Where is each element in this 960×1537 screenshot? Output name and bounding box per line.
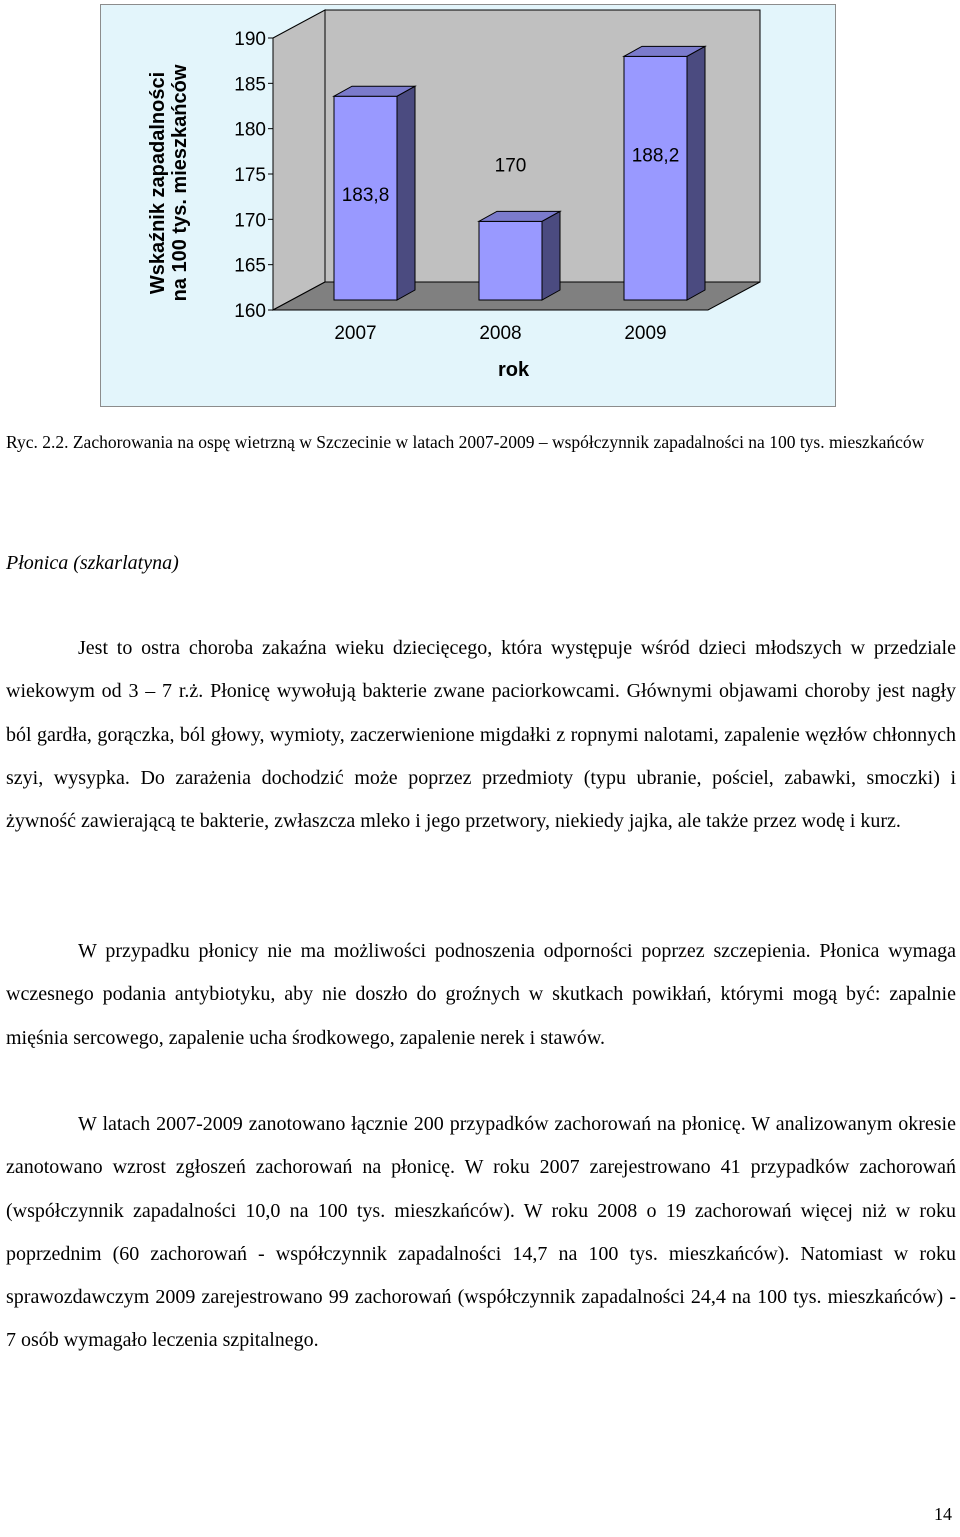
section-heading: Płonica (szkarlatyna) xyxy=(6,552,179,574)
y-axis-label-line2: na 100 tys. mieszkańców xyxy=(169,64,191,302)
paragraph-3: W latach 2007-2009 zanotowano łącznie 200 przypadków zachorowań na płonicę. W analizowanym okresie zanotowano wzrost zgłoszeń zachorowań na płonicę. W roku 2007 zarejestrowano 41 przypadków zachorowań (współczynnik zapadalności 10,0 na 100 tys. mieszkańców). W roku 2008 o 19 zachorowań więcej niż w roku poprzednim (60 zachorowań - współczynnik zapadalności 14,7 na 100 tys. mieszkańców). Natomiast w roku sprawozdawczym 2009 zarejestrowano 99 zachorowań (współczynnik zapadalności 24,4 na 100 tys. mieszkańców) - 7 osób wymagało leczenia szpitalnego. xyxy=(6,1113,956,1352)
y-axis-label xyxy=(144,60,194,306)
paragraph-2: W przypadku płonicy nie ma możliwości podnoszenia odporności poprzez szczepienia. Płonica wymaga wczesnego podania antybiotyku, aby nie doszło do groźnych w skutkach powikłań, którymi mogą być: zapalnie mięśnia sercowego, zapalenie ucha środkowego, zapalenie nerek i stawów. xyxy=(6,940,956,1049)
x-tick-label-2009: 2009 xyxy=(624,323,667,344)
data-label-2008: 170 xyxy=(494,155,527,177)
bar-chart xyxy=(101,5,837,408)
y-tick-label: 160 xyxy=(234,301,266,322)
y-tick-label: 175 xyxy=(234,165,266,186)
bar-2009 xyxy=(624,56,687,300)
x-tick-label-2007: 2007 xyxy=(334,323,377,344)
bar-side-2007 xyxy=(397,86,415,300)
y-tick-label: 180 xyxy=(234,119,266,141)
data-label-2009: 188,2 xyxy=(631,145,680,167)
data-label-2007: 183,8 xyxy=(341,185,390,207)
chart-box xyxy=(100,4,836,407)
side-wall xyxy=(273,10,325,310)
bar-2008 xyxy=(479,221,542,300)
figure-caption: Ryc. 2.2. Zachorowania na ospę wietrzną w Szczecinie w latach 2007-2009 – współczynnik zapadalności na 100 tys. mieszkańców xyxy=(6,432,925,452)
y-tick-label: 185 xyxy=(234,74,266,96)
paragraph-1: Jest to ostra choroba zakaźna wieku dziecięcego, która występuje wśród dzieci młodszych w przedziale wiekowym od 3 – 7 r.ż. Płonicę wywołują bakterie zwane paciorkowcami. Głównymi objawami choroby jest nagły ból gardła, gorączka, ból głowy, wymioty, zaczerwienione migdałki z ropnymi nalotami, zapalenie węzłów chłonnych szyi, wysypka. Do zarażenia dochodzić może poprzez przedmioty (typu ubranie, pościel, zabawki, smoczki) i żywność zawierającą te bakterie, zwłaszcza mleko i jego przetwory, niekiedy jajka, ale także przez wodę i kurz. xyxy=(6,637,956,833)
y-axis-label-line1: Wskaźnik zapadalności xyxy=(147,71,169,295)
bar-side-2009 xyxy=(687,46,705,300)
x-tick-label-2008: 2008 xyxy=(479,323,522,344)
page-number: 14 xyxy=(934,1504,952,1524)
bar-side-2008 xyxy=(542,211,560,300)
y-tick-label: 170 xyxy=(234,210,266,232)
x-axis-label: rok xyxy=(497,359,530,381)
y-tick-label: 165 xyxy=(234,255,266,277)
y-tick-label: 190 xyxy=(234,29,266,50)
